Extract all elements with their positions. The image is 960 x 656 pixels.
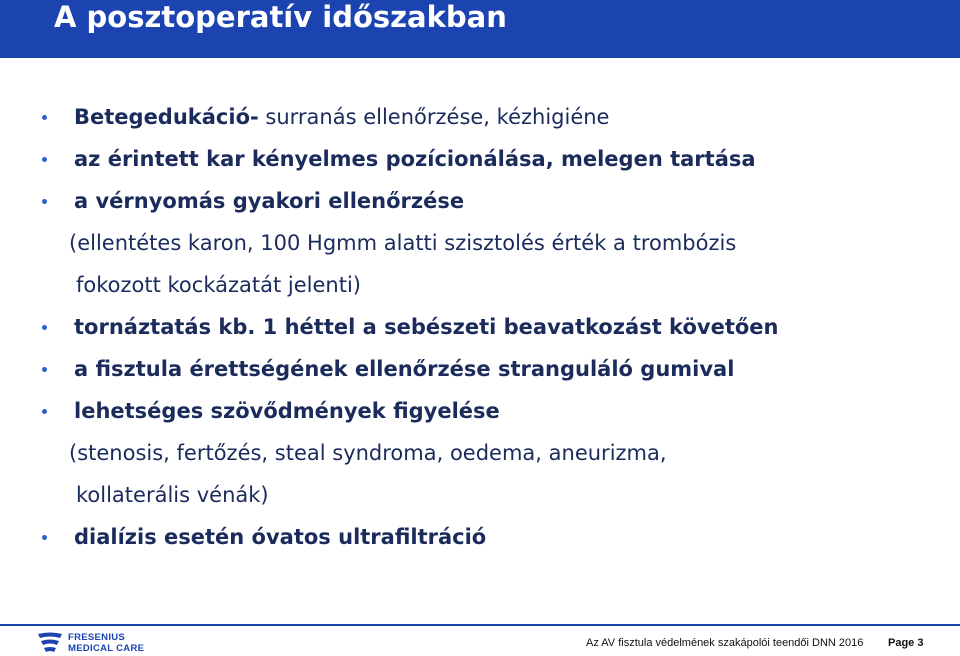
bullet-item-blood-pressure: a vérnyomás gyakori ellenőrzése — [74, 189, 465, 213]
bullet-item-arm-positioning: az érintett kar kényelmes pozícionálása, melegen tartása — [74, 147, 756, 171]
bullet-item-education — [74, 104, 609, 130]
logo-text-line1: FRESENIUS — [68, 632, 126, 643]
bullet-dot — [42, 409, 47, 414]
footer-caption: Az AV fisztula védelmének szakápolói teendői DNN 2016 — [586, 637, 864, 649]
bullet-dot — [42, 367, 47, 372]
note-blood-pressure-line1: (ellentétes karon, 100 Hgmm alatti szisztolés érték a trombózis — [69, 231, 737, 255]
bullet-dot — [42, 325, 47, 330]
footer-divider — [0, 624, 960, 626]
bullet-dot — [42, 157, 47, 162]
bullet-item-exercise: tornáztatás kb. 1 héttel a sebészeti beavatkozást követően — [74, 315, 779, 339]
bullet-item-ultrafiltration: dialízis esetén óvatos ultrafiltráció — [74, 525, 487, 549]
note-blood-pressure-line2: fokozott kockázatát jelenti) — [76, 273, 361, 297]
bullet-dot — [42, 115, 47, 120]
fresenius-logo-mark-icon — [36, 631, 64, 653]
slide-title: A posztoperatív időszakban — [54, 0, 507, 34]
title-bar — [0, 0, 960, 58]
logo-text-line2: MEDICAL CARE — [68, 643, 145, 654]
note-complications-line2: kollaterális vénák) — [76, 483, 269, 507]
bullet-item-education-bold: Betegedukáció- — [74, 105, 259, 129]
page-number: Page 3 — [888, 637, 924, 649]
bullet-item-fistula-maturity: a fisztula érettségének ellenőrzése stranguláló gumival — [74, 357, 735, 381]
bullet-dot — [42, 535, 47, 540]
bullet-item-education-rest: surranás ellenőrzése, kézhigiéne — [258, 105, 610, 129]
bullet-dot — [42, 199, 47, 204]
bullet-item-complications: lehetséges szövődmények figyelése — [74, 399, 500, 423]
note-complications-line1: (stenosis, fertőzés, steal syndroma, oedema, aneurizma, — [69, 441, 667, 465]
